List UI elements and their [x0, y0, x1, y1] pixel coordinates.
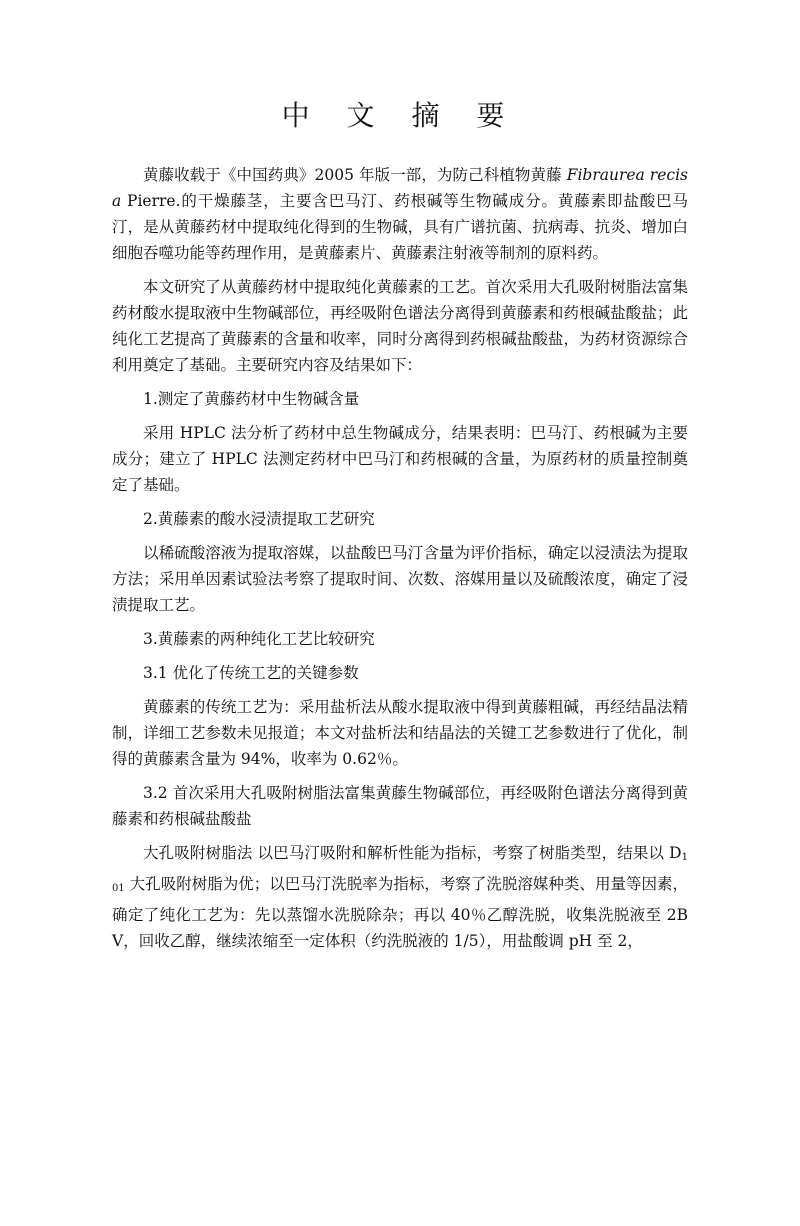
heading-2: 2.黄藤素的酸水浸渍提取工艺研究 — [143, 510, 375, 528]
paragraph-resin — [112, 840, 688, 954]
paragraph-intro — [112, 162, 688, 266]
resin-subscript: 101 — [112, 852, 688, 894]
paragraph-intro-text-b: Pierre.的干燥藤茎，主要含巴马汀、药根碱等生物碱成分。黄藤素即盐酸巴马汀，是从黄藤药材中提取纯化得到的生物碱，具有广谱抗菌、抗病毒、抗炎、增加白细胞吞噬功能等药理作用，是黄藤素片、黄藤素注射液等制剂的原料药。 — [112, 192, 688, 262]
paragraph-resin-text-a: 大孔吸附树脂法 以巴马汀吸附和解析性能为指标，考察了树脂类型，结果以 D — [143, 844, 682, 862]
paragraph-extraction: 以稀硫酸溶液为提取溶媒，以盐酸巴马汀含量为评价指标，确定以浸渍法为提取方法；采用单因素试验法考察了提取时间、次数、溶媒用量以及硫酸浓度，确定了浸渍提取工艺。 — [112, 544, 688, 614]
paragraph-hplc: 采用 HPLC 法分析了药材中总生物碱成分，结果表明：巴马汀、药根碱为主要成分；建立了 HPLC 法测定药材中巴马汀和药根碱的含量，为原药材的质量控制奠定了基础。 — [112, 424, 688, 494]
abstract-body — [112, 162, 688, 954]
latin-name: Fibraurea recisa — [112, 166, 688, 210]
heading-1: 1.测定了黄藤药材中生物碱含量 — [143, 390, 360, 408]
paragraph-traditional: 黄藤素的传统工艺为：采用盐析法从酸水提取液中得到黄藤粗碱，再经结晶法精制，详细工艺参数未见报道；本文对盐析法和结晶法的关键工艺参数进行了优化，制得的黄藤素含量为 94%，收率为 0.62％。 — [112, 698, 688, 768]
paragraph-summary: 本文研究了从黄藤药材中提取纯化黄藤素的工艺。首次采用大孔吸附树脂法富集药材酸水提取液中生物碱部位，再经吸附色谱法分离得到黄藤素和药根碱盐酸盐；此纯化工艺提高了黄藤素的含量和收率，同时分离得到药根碱盐酸盐，为药材资源综合利用奠定了基础。主要研究内容及结果如下： — [112, 278, 688, 374]
paragraph-resin-text-b: 大孔吸附树脂为优；以巴马汀洗脱率为指标，考察了洗脱溶媒种类、用量等因素，确定了纯化工艺为：先以蒸馏水洗脱除杂；再以 40％乙醇洗脱，收集洗脱液至 2BV，回收乙醇，继续浓缩至一定体积（约洗脱液的 1/5），用盐酸调 pH 至 2， — [112, 875, 688, 950]
heading-3-2: 3.2 首次采用大孔吸附树脂法富集黄藤生物碱部位，再经吸附色谱法分离得到黄藤素和药根碱盐酸盐 — [112, 784, 688, 828]
document-page — [0, 96, 800, 1226]
paragraph-intro-text-a: 黄藤收载于《中国药典》2005 年版一部，为防己科植物黄藤 — [143, 166, 562, 184]
heading-3-1: 3.1 优化了传统工艺的关键参数 — [143, 664, 359, 682]
heading-3: 3.黄藤素的两种纯化工艺比较研究 — [143, 630, 375, 648]
page-title: 中 文 摘 要 — [281, 99, 519, 132]
